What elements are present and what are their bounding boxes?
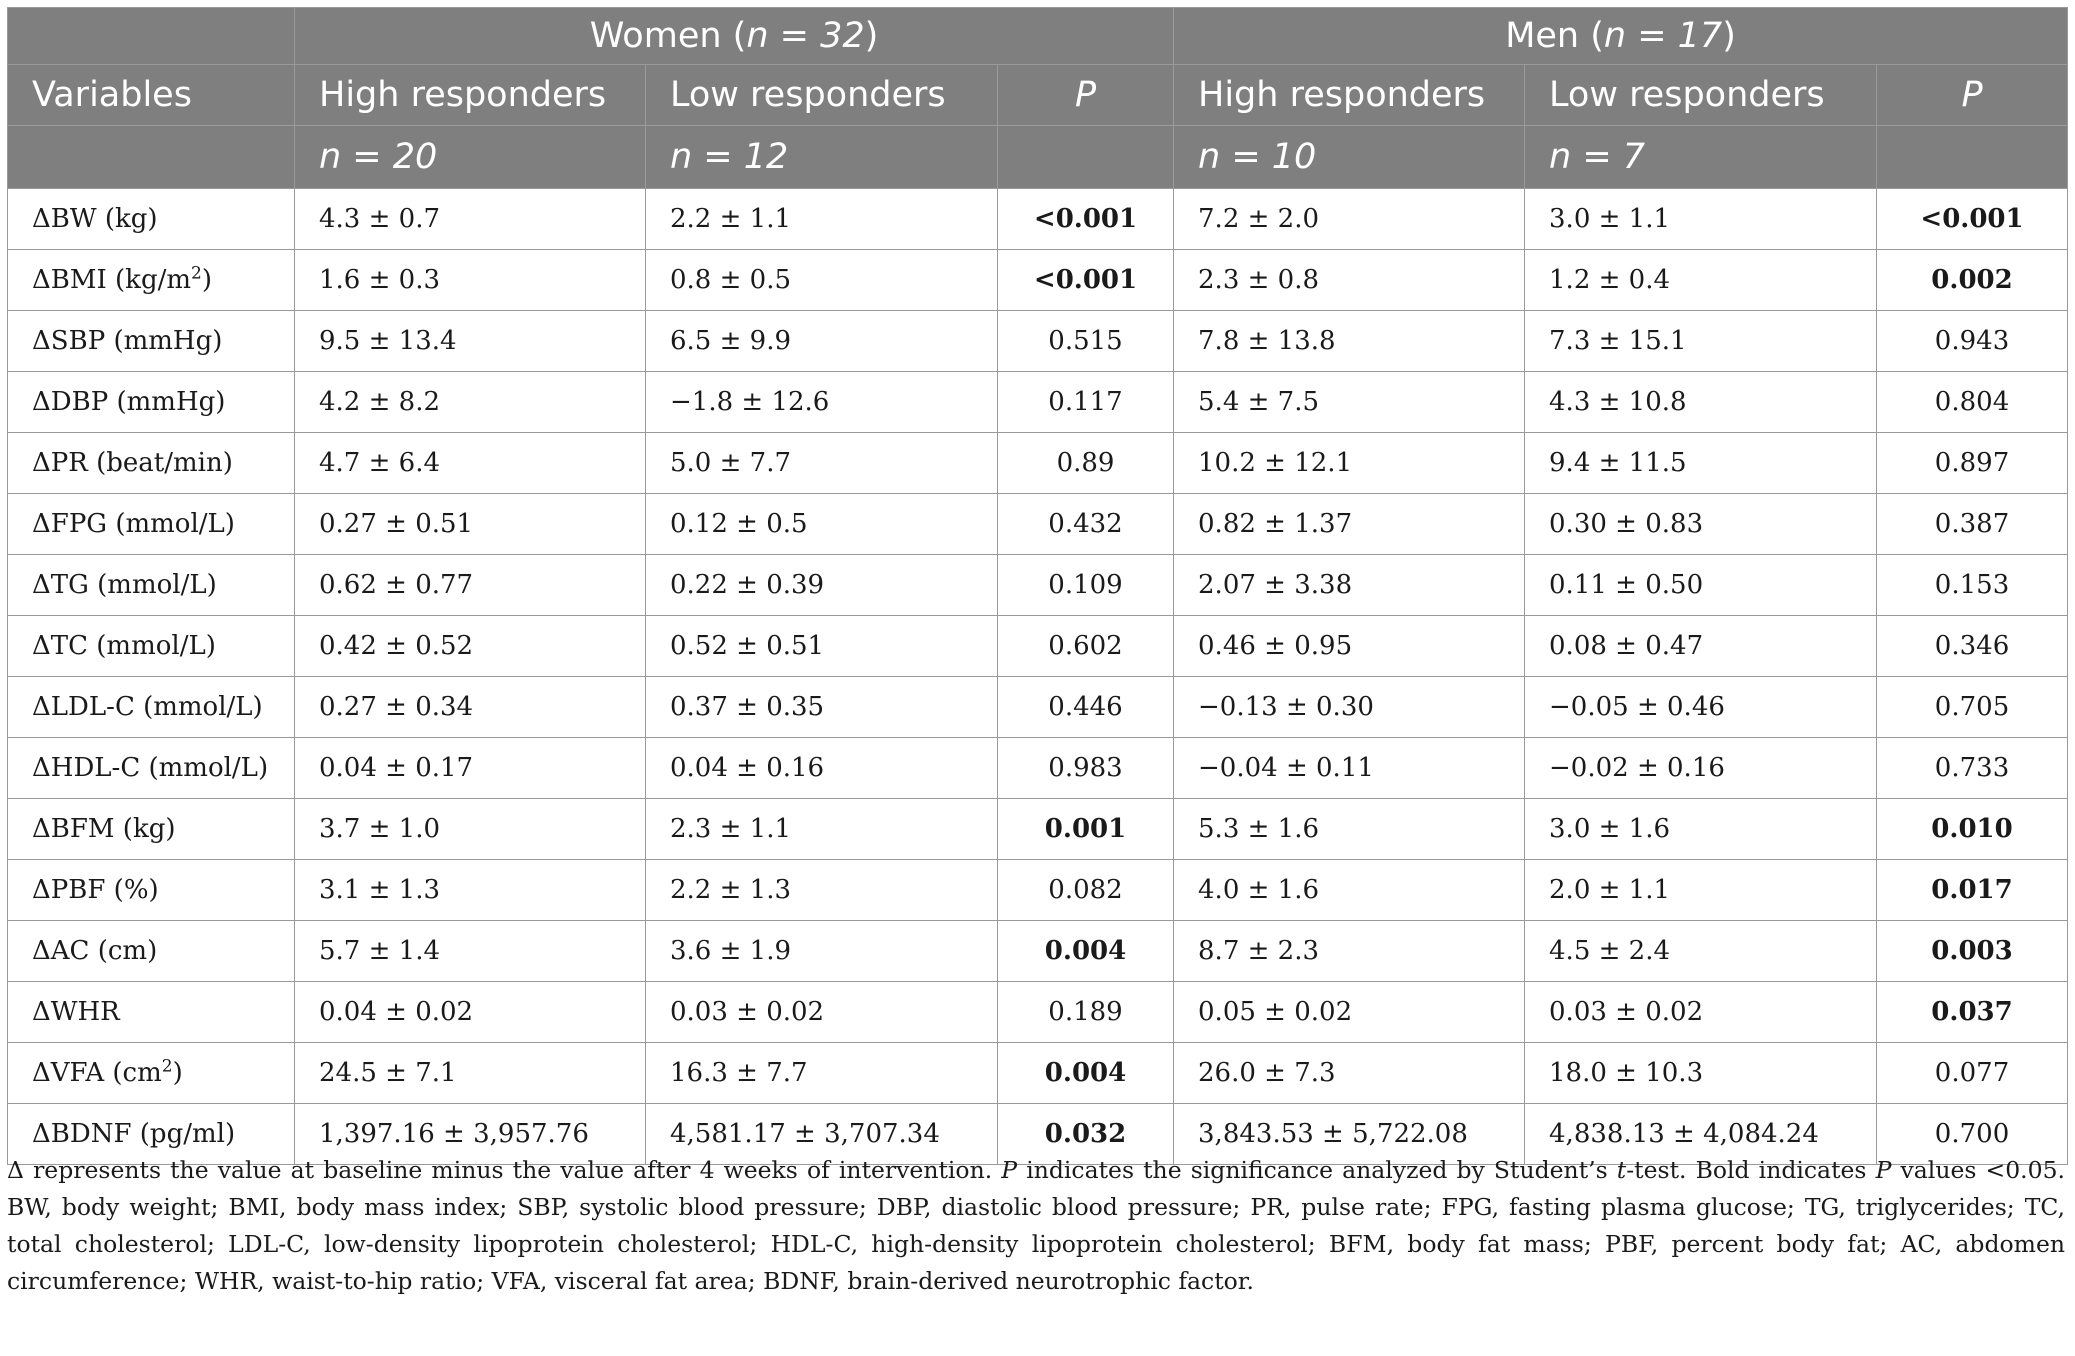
women-p-value: 0.89 xyxy=(998,433,1174,494)
men-p-header: P xyxy=(1877,65,2068,126)
variable-label: ΔDBP (mmHg) xyxy=(32,387,226,417)
women-high-value: 3.1 ± 1.3 xyxy=(295,860,646,921)
men-high-value: 7.8 ± 13.8 xyxy=(1174,311,1525,372)
men-high-value: 0.46 ± 0.95 xyxy=(1174,616,1525,677)
variable-label: ΔVFA (cm xyxy=(32,1058,162,1088)
men-high-value: 5.3 ± 1.6 xyxy=(1174,799,1525,860)
women-high-value: 0.27 ± 0.51 xyxy=(295,494,646,555)
results-table xyxy=(7,7,2068,1165)
women-high-value: 9.5 ± 13.4 xyxy=(295,311,646,372)
variable-label: ΔHDL-C (mmol/L) xyxy=(32,753,269,783)
table-header xyxy=(8,8,2068,189)
table-row xyxy=(8,860,2068,921)
men-high-value: −0.04 ± 0.11 xyxy=(1174,738,1525,799)
table-row xyxy=(8,494,2068,555)
variable-label: ΔBDNF (pg/ml) xyxy=(32,1119,236,1149)
women-p-value: <0.001 xyxy=(998,250,1174,311)
footnote-text: -test. Bold indicates xyxy=(1626,1156,1876,1184)
men-high-value: 5.4 ± 7.5 xyxy=(1174,372,1525,433)
women-p-value: 0.446 xyxy=(998,677,1174,738)
table-row xyxy=(8,372,2068,433)
variable-suffix: ) xyxy=(201,265,212,295)
women-p-value: 0.032 xyxy=(998,1104,1174,1165)
men-low-n: n = 7 xyxy=(1525,126,1877,189)
women-high-value: 4.7 ± 6.4 xyxy=(295,433,646,494)
men-p-value: 0.733 xyxy=(1877,738,2068,799)
men-group-header: Men (n = 17) xyxy=(1174,8,2068,65)
women-p-value: 0.109 xyxy=(998,555,1174,616)
men-high-value: 4.0 ± 1.6 xyxy=(1174,860,1525,921)
men-low-value: −0.05 ± 0.46 xyxy=(1525,677,1877,738)
women-p-value: 0.004 xyxy=(998,1043,1174,1104)
women-high-value: 1.6 ± 0.3 xyxy=(295,250,646,311)
men-low-header: Low responders xyxy=(1525,65,1877,126)
variable-cell xyxy=(8,677,295,738)
women-high-value: 1,397.16 ± 3,957.76 xyxy=(295,1104,646,1165)
women-high-value: 0.27 ± 0.34 xyxy=(295,677,646,738)
women-low-value: 0.12 ± 0.5 xyxy=(646,494,998,555)
table-row xyxy=(8,1043,2068,1104)
variable-cell xyxy=(8,799,295,860)
variable-label: ΔSBP (mmHg) xyxy=(32,326,223,356)
women-low-value: 0.22 ± 0.39 xyxy=(646,555,998,616)
men-high-value: 10.2 ± 12.1 xyxy=(1174,433,1525,494)
women-p-value: 0.983 xyxy=(998,738,1174,799)
men-high-value: 2.07 ± 3.38 xyxy=(1174,555,1525,616)
variable-label: ΔPR (beat/min) xyxy=(32,448,233,478)
women-low-value: 0.03 ± 0.02 xyxy=(646,982,998,1043)
table-row xyxy=(8,982,2068,1043)
men-high-value: 26.0 ± 7.3 xyxy=(1174,1043,1525,1104)
variable-suffix: ) xyxy=(172,1058,183,1088)
men-p-value: 0.077 xyxy=(1877,1043,2068,1104)
variable-superscript: 2 xyxy=(161,1056,173,1077)
men-high-value: 3,843.53 ± 5,722.08 xyxy=(1174,1104,1525,1165)
women-p-value: 0.117 xyxy=(998,372,1174,433)
column-header-row xyxy=(8,65,2068,126)
variable-cell xyxy=(8,189,295,250)
variable-cell xyxy=(8,738,295,799)
variable-label: ΔLDL-C (mmol/L) xyxy=(32,692,263,722)
women-p-value: 0.004 xyxy=(998,921,1174,982)
blank-cell xyxy=(998,126,1174,189)
footnote-text: values <0.05. BW, body weight; BMI, body mass index; SBP, systolic blood pressure; DBP, diastolic blood pressure; PR, pulse rate; FPG, fasting plasma glucose; TG, triglycerides; TC, total cholesterol; LDL-C, low-density lipoprotein cholesterol; HDL-C, high-density lipoprotein cholesterol; BFM, body fat mass; PBF, percent body fat; AC, abdomen circumference; WHR, waist-to-hip ratio; VFA, visceral fat area; BDNF, brain-derived neurotrophic factor. xyxy=(7,1156,2066,1295)
men-p-value: <0.001 xyxy=(1877,189,2068,250)
footnote-text: indicates the significance analyzed by Student’s xyxy=(1017,1156,1617,1184)
table-row xyxy=(8,250,2068,311)
women-p-header: P xyxy=(998,65,1174,126)
variable-cell xyxy=(8,1043,295,1104)
women-low-value: 0.8 ± 0.5 xyxy=(646,250,998,311)
men-high-value: 0.05 ± 0.02 xyxy=(1174,982,1525,1043)
footnote-italic: P xyxy=(1001,1156,1018,1184)
variable-label: ΔBW (kg) xyxy=(32,204,158,234)
table-body xyxy=(8,189,2068,1165)
men-low-value: 0.08 ± 0.47 xyxy=(1525,616,1877,677)
table-row xyxy=(8,799,2068,860)
men-p-value: 0.002 xyxy=(1877,250,2068,311)
table-row xyxy=(8,433,2068,494)
men-p-value: 0.700 xyxy=(1877,1104,2068,1165)
women-p-value: 0.082 xyxy=(998,860,1174,921)
men-p-value: 0.387 xyxy=(1877,494,2068,555)
corner-cell xyxy=(8,8,295,65)
variable-cell xyxy=(8,433,295,494)
women-high-value: 3.7 ± 1.0 xyxy=(295,799,646,860)
women-low-value: 2.2 ± 1.1 xyxy=(646,189,998,250)
women-low-value: 0.04 ± 0.16 xyxy=(646,738,998,799)
footnote-text: Δ represents the value at baseline minus the value after 4 weeks of intervention. xyxy=(7,1156,1002,1184)
women-high-value: 24.5 ± 7.1 xyxy=(295,1043,646,1104)
women-high-value: 0.04 ± 0.02 xyxy=(295,982,646,1043)
variable-label: ΔBMI (kg/m xyxy=(32,265,191,295)
men-high-header: High responders xyxy=(1174,65,1525,126)
women-p-value: 0.515 xyxy=(998,311,1174,372)
women-high-value: 4.2 ± 8.2 xyxy=(295,372,646,433)
variable-cell xyxy=(8,555,295,616)
women-p-value: 0.602 xyxy=(998,616,1174,677)
table-row xyxy=(8,921,2068,982)
men-high-value: −0.13 ± 0.30 xyxy=(1174,677,1525,738)
table-row xyxy=(8,738,2068,799)
women-high-value: 0.04 ± 0.17 xyxy=(295,738,646,799)
men-high-value: 8.7 ± 2.3 xyxy=(1174,921,1525,982)
women-low-value: 16.3 ± 7.7 xyxy=(646,1043,998,1104)
women-low-header: Low responders xyxy=(646,65,998,126)
men-p-value: 0.037 xyxy=(1877,982,2068,1043)
men-low-value: 1.2 ± 0.4 xyxy=(1525,250,1877,311)
variable-label: ΔPBF (%) xyxy=(32,875,159,905)
variable-cell xyxy=(8,616,295,677)
women-high-value: 4.3 ± 0.7 xyxy=(295,189,646,250)
men-low-value: 0.11 ± 0.50 xyxy=(1525,555,1877,616)
women-group-header: Women (n = 32) xyxy=(295,8,1174,65)
variable-label: ΔTC (mmol/L) xyxy=(32,631,216,661)
men-low-value: 18.0 ± 10.3 xyxy=(1525,1043,1877,1104)
women-p-value: 0.189 xyxy=(998,982,1174,1043)
variable-label: ΔTG (mmol/L) xyxy=(32,570,217,600)
women-low-value: 3.6 ± 1.9 xyxy=(646,921,998,982)
table-footnote xyxy=(7,1152,2065,1300)
variable-cell xyxy=(8,921,295,982)
women-low-value: 0.37 ± 0.35 xyxy=(646,677,998,738)
men-low-value: 0.30 ± 0.83 xyxy=(1525,494,1877,555)
sample-size-row xyxy=(8,126,2068,189)
men-high-value: 7.2 ± 2.0 xyxy=(1174,189,1525,250)
variables-header: Variables xyxy=(8,65,295,126)
footnote-italic: P xyxy=(1875,1156,1892,1184)
women-low-value: 6.5 ± 9.9 xyxy=(646,311,998,372)
women-low-value: 4,581.17 ± 3,707.34 xyxy=(646,1104,998,1165)
men-p-value: 0.346 xyxy=(1877,616,2068,677)
women-low-n: n = 12 xyxy=(646,126,998,189)
table-row xyxy=(8,555,2068,616)
women-p-value: <0.001 xyxy=(998,189,1174,250)
variable-label: ΔAC (cm) xyxy=(32,936,158,966)
women-high-n: n = 20 xyxy=(295,126,646,189)
men-low-value: 0.03 ± 0.02 xyxy=(1525,982,1877,1043)
variable-cell xyxy=(8,372,295,433)
men-p-value: 0.017 xyxy=(1877,860,2068,921)
men-p-value: 0.943 xyxy=(1877,311,2068,372)
group-header-row xyxy=(8,8,2068,65)
variable-cell xyxy=(8,311,295,372)
women-low-value: 2.3 ± 1.1 xyxy=(646,799,998,860)
men-low-value: 9.4 ± 11.5 xyxy=(1525,433,1877,494)
variable-superscript: 2 xyxy=(191,263,202,284)
men-high-value: 0.82 ± 1.37 xyxy=(1174,494,1525,555)
men-high-value: 2.3 ± 0.8 xyxy=(1174,250,1525,311)
women-high-value: 5.7 ± 1.4 xyxy=(295,921,646,982)
men-p-value: 0.804 xyxy=(1877,372,2068,433)
table-row xyxy=(8,311,2068,372)
men-p-value: 0.705 xyxy=(1877,677,2068,738)
women-high-value: 0.42 ± 0.52 xyxy=(295,616,646,677)
men-p-value: 0.897 xyxy=(1877,433,2068,494)
table-row xyxy=(8,616,2068,677)
women-low-value: 2.2 ± 1.3 xyxy=(646,860,998,921)
men-low-value: 4.3 ± 10.8 xyxy=(1525,372,1877,433)
men-p-value: 0.003 xyxy=(1877,921,2068,982)
variable-cell xyxy=(8,982,295,1043)
men-low-value: 7.3 ± 15.1 xyxy=(1525,311,1877,372)
blank-cell xyxy=(1877,126,2068,189)
table-row xyxy=(8,189,2068,250)
men-p-value: 0.153 xyxy=(1877,555,2068,616)
men-low-value: 3.0 ± 1.1 xyxy=(1525,189,1877,250)
variable-cell xyxy=(8,494,295,555)
men-low-value: 3.0 ± 1.6 xyxy=(1525,799,1877,860)
variable-label: ΔBFM (kg) xyxy=(32,814,176,844)
blank-cell xyxy=(8,126,295,189)
table-row xyxy=(8,677,2068,738)
women-low-value: 0.52 ± 0.51 xyxy=(646,616,998,677)
variable-label: ΔWHR xyxy=(32,997,120,1027)
women-high-value: 0.62 ± 0.77 xyxy=(295,555,646,616)
women-p-value: 0.432 xyxy=(998,494,1174,555)
women-p-value: 0.001 xyxy=(998,799,1174,860)
men-high-n: n = 10 xyxy=(1174,126,1525,189)
variable-cell xyxy=(8,860,295,921)
men-low-value: 2.0 ± 1.1 xyxy=(1525,860,1877,921)
men-low-value: 4,838.13 ± 4,084.24 xyxy=(1525,1104,1877,1165)
footnote-italic: t xyxy=(1616,1156,1627,1184)
men-low-value: −0.02 ± 0.16 xyxy=(1525,738,1877,799)
women-low-value: −1.8 ± 12.6 xyxy=(646,372,998,433)
women-low-value: 5.0 ± 7.7 xyxy=(646,433,998,494)
variable-cell xyxy=(8,250,295,311)
men-p-value: 0.010 xyxy=(1877,799,2068,860)
women-high-header: High responders xyxy=(295,65,646,126)
men-low-value: 4.5 ± 2.4 xyxy=(1525,921,1877,982)
variable-label: ΔFPG (mmol/L) xyxy=(32,509,235,539)
